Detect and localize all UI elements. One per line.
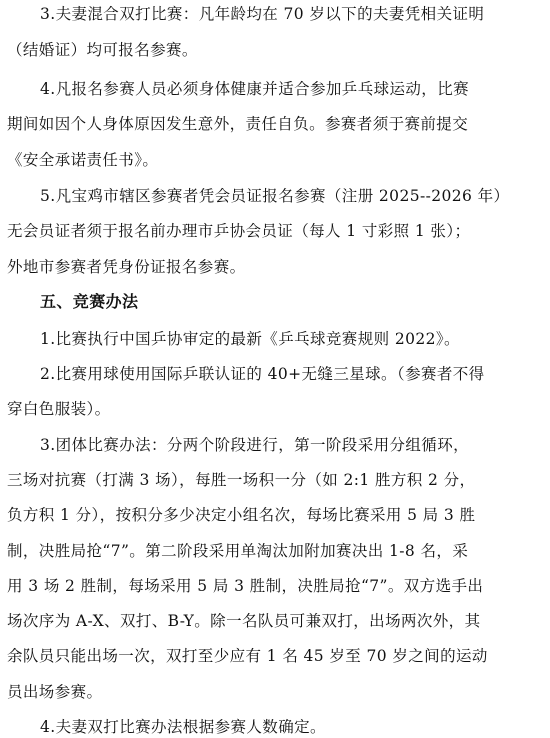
rule-3-line-4: 制，决胜局抢“7”。第二阶段采用单淘汰加附加赛决出 1-8 名，采	[7, 542, 469, 560]
rule-3-line-6: 场次序为 A-X、双打、B-Y。除一名队员可兼双打，出场两次外，其	[7, 612, 481, 630]
rule-2-line-1: 2.比赛用球使用国际乒联认证的 40+无缝三星球。（参赛者不得	[40, 365, 485, 383]
rule-3-line-5: 用 3 场 2 胜制，每场采用 5 局 3 胜制，决胜局抢“7”。双方选手出	[7, 577, 484, 595]
paragraph-5-line-3: 外地市参赛者凭身份证报名参赛。	[7, 258, 246, 276]
paragraph-3-line-2: （结婚证）均可报名参赛。	[7, 41, 198, 59]
rule-3-line-2: 三场对抗赛（打满 3 场），每胜一场积一分（如 2:1 胜方积 2 分，	[7, 471, 476, 489]
paragraph-3-line-1: 3.夫妻混合双打比赛：凡年龄均在 70 岁以下的夫妻凭相关证明	[40, 5, 485, 23]
rule-3-line-8: 员出场参赛。	[7, 683, 103, 701]
rule-2-line-2: 穿白色服装）。	[7, 400, 111, 418]
section-heading: 五、竞赛办法	[40, 292, 139, 311]
rule-3-line-3: 负方积 1 分），按积分多少决定小组名次，每场比赛采用 5 局 3 胜	[7, 506, 476, 524]
rule-1-line-1: 1.比赛执行中国乒协审定的最新《乒乓球竞赛规则 2022》。	[40, 330, 460, 348]
paragraph-4-line-3: 《安全承诺责任书》。	[7, 151, 159, 169]
rule-3-line-1: 3.团体比赛办法：分两个阶段进行，第一阶段采用分组循环，	[40, 436, 469, 454]
rule-3-line-7: 余队员只能出场一次，双打至少应有 1 名 45 岁至 70 岁之间的运动	[7, 647, 488, 665]
paragraph-4-line-2: 期间如因个人身体原因发生意外，责任自负。参赛者须于赛前提交	[7, 115, 469, 133]
paragraph-4-line-1: 4.凡报名参赛人员必须身体健康并适合参加乒乓球运动，比赛	[40, 80, 469, 98]
paragraph-5-line-2: 无会员证者须于报名前办理市乒协会员证（每人 1 寸彩照 1 张）；	[7, 222, 471, 240]
paragraph-5-line-1: 5.凡宝鸡市辖区参赛者凭会员证报名参赛（注册 2025--2026 年）	[40, 187, 510, 205]
rule-4-line-1: 4.夫妻双打比赛办法根据参赛人数确定。	[40, 718, 326, 736]
